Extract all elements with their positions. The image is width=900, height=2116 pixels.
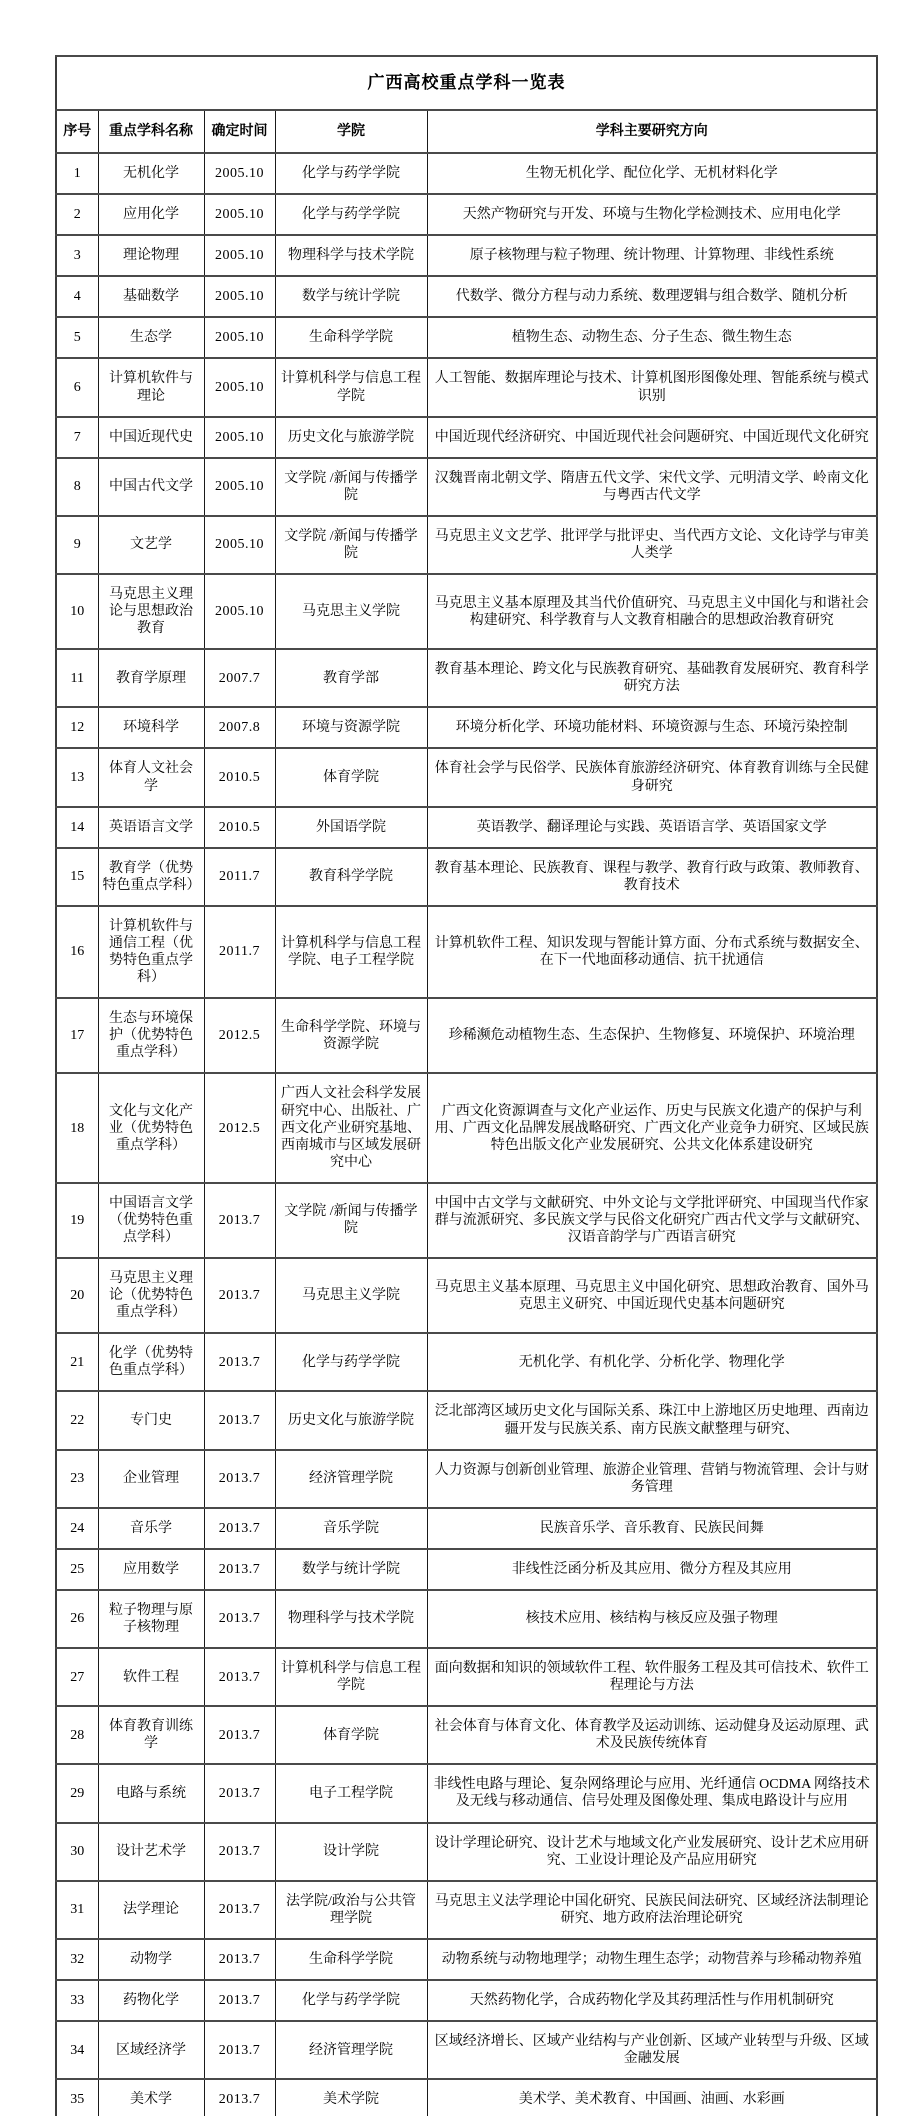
table-row [56,194,877,235]
cell-college: 历史文化与旅游学院 [275,1391,427,1449]
table-row [56,1073,877,1182]
cell-discipline-name: 生态学 [98,317,204,358]
cell-row-number: 11 [56,649,98,707]
table-row [56,1939,877,1980]
cell-research-directions: 教育基本理论、跨文化与民族教育研究、基础教育发展研究、教育科学研究方法 [427,649,877,707]
table-body [56,153,877,2116]
cell-discipline-name: 音乐学 [98,1508,204,1549]
cell-confirm-date: 2013.7 [204,1183,275,1258]
cell-confirm-date: 2013.7 [204,1333,275,1391]
cell-college: 电子工程学院 [275,1764,427,1822]
cell-college: 法学院/政治与公共管理学院 [275,1881,427,1939]
table-row [56,906,877,998]
cell-row-number: 30 [56,1823,98,1881]
cell-discipline-name: 企业管理 [98,1450,204,1508]
cell-college: 生命科学学院 [275,317,427,358]
cell-row-number: 14 [56,807,98,848]
cell-discipline-name: 教育学（优势特色重点学科） [98,848,204,906]
cell-research-directions: 非线性泛函分析及其应用、微分方程及其应用 [427,1549,877,1590]
cell-confirm-date: 2013.7 [204,1881,275,1939]
cell-confirm-date: 2010.5 [204,748,275,806]
table-row [56,1706,877,1764]
cell-discipline-name: 生态与环境保护（优势特色重点学科） [98,998,204,1073]
cell-college: 文学院 /新闻与传播学院 [275,516,427,574]
table-row [56,516,877,574]
cell-row-number: 12 [56,707,98,748]
cell-confirm-date: 2013.7 [204,1939,275,1980]
cell-confirm-date: 2005.10 [204,276,275,317]
cell-confirm-date: 2005.10 [204,194,275,235]
cell-confirm-date: 2005.10 [204,235,275,276]
cell-college: 化学与药学学院 [275,153,427,194]
table-row [56,1183,877,1258]
table-title: 广西高校重点学科一览表 [56,56,877,110]
cell-row-number: 15 [56,848,98,906]
cell-research-directions: 植物生态、动物生态、分子生态、微生物生态 [427,317,877,358]
cell-research-directions: 中国近现代经济研究、中国近现代社会问题研究、中国近现代文化研究 [427,417,877,458]
table-row [56,276,877,317]
table-row [56,1881,877,1939]
cell-discipline-name: 药物化学 [98,1980,204,2021]
cell-discipline-name: 中国近现代史 [98,417,204,458]
cell-research-directions: 马克思主义基本原理、马克思主义中国化研究、思想政治教育、国外马克思主义研究、中国近现代史基本问题研究 [427,1258,877,1333]
cell-discipline-name: 法学理论 [98,1881,204,1939]
cell-college: 生命科学学院 [275,1939,427,1980]
cell-row-number: 33 [56,1980,98,2021]
cell-discipline-name: 美术学 [98,2079,204,2116]
cell-confirm-date: 2013.7 [204,2079,275,2116]
cell-row-number: 35 [56,2079,98,2116]
cell-research-directions: 汉魏晋南北朝文学、隋唐五代文学、宋代文学、元明清文学、岭南文化与粤西古代文学 [427,458,877,516]
cell-research-directions: 人工智能、数据库理论与技术、计算机图形图像处理、智能系统与模式识别 [427,358,877,416]
cell-row-number: 8 [56,458,98,516]
table-row [56,707,877,748]
cell-discipline-name: 动物学 [98,1939,204,1980]
cell-discipline-name: 环境科学 [98,707,204,748]
cell-college: 经济管理学院 [275,1450,427,1508]
cell-college: 生命科学学院、环境与资源学院 [275,998,427,1073]
cell-college: 化学与药学学院 [275,1333,427,1391]
cell-college: 体育学院 [275,1706,427,1764]
cell-research-directions: 马克思主义基本原理及其当代价值研究、马克思主义中国化与和谐社会构建研究、科学教育与人文教育相融合的思想政治教育研究 [427,574,877,649]
cell-research-directions: 英语教学、翻译理论与实践、英语语言学、英语国家文学 [427,807,877,848]
cell-research-directions: 原子核物理与粒子物理、统计物理、计算物理、非线性系统 [427,235,877,276]
cell-discipline-name: 计算机软件与通信工程（优势特色重点学科） [98,906,204,998]
cell-confirm-date: 2013.7 [204,1450,275,1508]
cell-confirm-date: 2013.7 [204,1980,275,2021]
cell-confirm-date: 2013.7 [204,1648,275,1706]
cell-confirm-date: 2007.8 [204,707,275,748]
cell-confirm-date: 2011.7 [204,848,275,906]
cell-row-number: 29 [56,1764,98,1822]
cell-confirm-date: 2011.7 [204,906,275,998]
column-header: 学科主要研究方向 [427,110,877,153]
cell-college: 马克思主义学院 [275,574,427,649]
cell-research-directions: 区域经济增长、区域产业结构与产业创新、区域产业转型与升级、区域金融发展 [427,2021,877,2079]
cell-college: 文学院 /新闻与传播学院 [275,1183,427,1258]
cell-research-directions: 无机化学、有机化学、分析化学、物理化学 [427,1333,877,1391]
cell-research-directions: 代数学、微分方程与动力系统、数理逻辑与组合数学、随机分析 [427,276,877,317]
cell-row-number: 28 [56,1706,98,1764]
cell-research-directions: 面向数据和知识的领域软件工程、软件服务工程及其可信技术、软件工程理论与方法 [427,1648,877,1706]
cell-confirm-date: 2005.10 [204,574,275,649]
cell-confirm-date: 2013.7 [204,1764,275,1822]
cell-confirm-date: 2005.10 [204,516,275,574]
cell-confirm-date: 2005.10 [204,458,275,516]
cell-research-directions: 动物系统与动物地理学；动物生理生态学；动物营养与珍稀动物养殖 [427,1939,877,1980]
table-row [56,848,877,906]
cell-confirm-date: 2012.5 [204,998,275,1073]
cell-college: 化学与药学学院 [275,1980,427,2021]
cell-research-directions: 泛北部湾区域历史文化与国际关系、珠江中上游地区历史地理、西南边疆开发与民族关系、南方民族文献整理与研究、 [427,1391,877,1449]
cell-confirm-date: 2013.7 [204,1391,275,1449]
cell-confirm-date: 2013.7 [204,1508,275,1549]
cell-row-number: 6 [56,358,98,416]
table-row [56,649,877,707]
cell-discipline-name: 电路与系统 [98,1764,204,1822]
cell-college: 教育科学学院 [275,848,427,906]
cell-row-number: 32 [56,1939,98,1980]
cell-college: 体育学院 [275,748,427,806]
table-row [56,1823,877,1881]
cell-research-directions: 马克思主义法学理论中国化研究、民族民间法研究、区域经济法制理论研究、地方政府法治理论研究 [427,1881,877,1939]
cell-research-directions: 社会体育与体育文化、体育教学及运动训练、运动健身及运动原理、武术及民族传统体育 [427,1706,877,1764]
column-header: 确定时间 [204,110,275,153]
cell-discipline-name: 教育学原理 [98,649,204,707]
column-header: 序号 [56,110,98,153]
cell-college: 设计学院 [275,1823,427,1881]
cell-college: 物理科学与技术学院 [275,1590,427,1648]
cell-college: 文学院 /新闻与传播学院 [275,458,427,516]
cell-confirm-date: 2013.7 [204,1706,275,1764]
column-header: 学院 [275,110,427,153]
table-row [56,1764,877,1822]
cell-research-directions: 环境分析化学、环境功能材料、环境资源与生态、环境污染控制 [427,707,877,748]
cell-row-number: 23 [56,1450,98,1508]
cell-discipline-name: 区域经济学 [98,2021,204,2079]
table-row [56,807,877,848]
cell-research-directions: 天然药物化学，合成药物化学及其药理活性与作用机制研究 [427,1980,877,2021]
cell-college: 数学与统计学院 [275,1549,427,1590]
cell-college: 经济管理学院 [275,2021,427,2079]
cell-research-directions: 天然产物研究与开发、环境与生物化学检测技术、应用电化学 [427,194,877,235]
table-row [56,998,877,1073]
cell-college: 环境与资源学院 [275,707,427,748]
table-row [56,2021,877,2079]
cell-college: 计算机科学与信息工程学院、电子工程学院 [275,906,427,998]
cell-research-directions: 非线性电路与理论、复杂网络理论与应用、光纤通信 OCDMA 网络技术及无线与移动通信、信号处理及图像处理、集成电路设计与应用 [427,1764,877,1822]
table-row [56,2079,877,2116]
cell-discipline-name: 专门史 [98,1391,204,1449]
table-row [56,1648,877,1706]
cell-research-directions: 生物无机化学、配位化学、无机材料化学 [427,153,877,194]
cell-discipline-name: 体育人文社会学 [98,748,204,806]
cell-discipline-name: 中国语言文学（优势特色重点学科） [98,1183,204,1258]
cell-confirm-date: 2010.5 [204,807,275,848]
cell-row-number: 34 [56,2021,98,2079]
cell-discipline-name: 中国古代文学 [98,458,204,516]
cell-research-directions: 体育社会学与民俗学、民族体育旅游经济研究、体育教育训练与全民健身研究 [427,748,877,806]
cell-discipline-name: 无机化学 [98,153,204,194]
table-row [56,1391,877,1449]
cell-college: 物理科学与技术学院 [275,235,427,276]
cell-discipline-name: 计算机软件与理论 [98,358,204,416]
cell-college: 数学与统计学院 [275,276,427,317]
cell-research-directions: 中国中古文学与文献研究、中外文论与文学批评研究、中国现当代作家群与流派研究、多民族文学与民俗文化研究广西古代文学与文献研究、汉语音韵学与广西语言研究 [427,1183,877,1258]
cell-college: 美术学院 [275,2079,427,2116]
cell-confirm-date: 2007.7 [204,649,275,707]
table-row [56,574,877,649]
column-header: 重点学科名称 [98,110,204,153]
cell-confirm-date: 2013.7 [204,1590,275,1648]
cell-college: 音乐学院 [275,1508,427,1549]
cell-discipline-name: 基础数学 [98,276,204,317]
cell-research-directions: 马克思主义文艺学、批评学与批评史、当代西方文论、文化诗学与审美人类学 [427,516,877,574]
cell-row-number: 19 [56,1183,98,1258]
table-row [56,1549,877,1590]
cell-confirm-date: 2013.7 [204,1258,275,1333]
cell-row-number: 26 [56,1590,98,1648]
table-row [56,417,877,458]
cell-row-number: 4 [56,276,98,317]
cell-discipline-name: 马克思主义理论与思想政治教育 [98,574,204,649]
cell-discipline-name: 软件工程 [98,1648,204,1706]
cell-discipline-name: 马克思主义理论（优势特色重点学科） [98,1258,204,1333]
table-row [56,748,877,806]
cell-row-number: 13 [56,748,98,806]
cell-row-number: 1 [56,153,98,194]
cell-college: 外国语学院 [275,807,427,848]
cell-row-number: 2 [56,194,98,235]
cell-confirm-date: 2005.10 [204,417,275,458]
cell-row-number: 27 [56,1648,98,1706]
cell-row-number: 18 [56,1073,98,1182]
table-header-row [56,110,877,153]
cell-research-directions: 计算机软件工程、知识发现与智能计算方面、分布式系统与数据安全、在下一代地面移动通信、抗干扰通信 [427,906,877,998]
cell-college: 广西人文社会科学发展研究中心、出版社、广西文化产业研究基地、西南城市与区域发展研究中心 [275,1073,427,1182]
cell-research-directions: 核技术应用、核结构与核反应及强子物理 [427,1590,877,1648]
cell-row-number: 31 [56,1881,98,1939]
cell-research-directions: 美术学、美术教育、中国画、油画、水彩画 [427,2079,877,2116]
cell-discipline-name: 化学（优势特色重点学科） [98,1333,204,1391]
cell-row-number: 9 [56,516,98,574]
table-row [56,358,877,416]
cell-discipline-name: 应用化学 [98,194,204,235]
cell-row-number: 10 [56,574,98,649]
cell-college: 教育学部 [275,649,427,707]
table-row [56,317,877,358]
cell-row-number: 25 [56,1549,98,1590]
table-row [56,1258,877,1333]
cell-college: 化学与药学学院 [275,194,427,235]
table-title-row [56,56,877,110]
cell-row-number: 17 [56,998,98,1073]
cell-research-directions: 人力资源与创新创业管理、旅游企业管理、营销与物流管理、会计与财务管理 [427,1450,877,1508]
key-disciplines-table [55,55,878,2116]
cell-row-number: 20 [56,1258,98,1333]
cell-discipline-name: 理论物理 [98,235,204,276]
cell-research-directions: 珍稀濒危动植物生态、生态保护、生物修复、环境保护、环境治理 [427,998,877,1073]
table-row [56,153,877,194]
cell-research-directions: 民族音乐学、音乐教育、民族民间舞 [427,1508,877,1549]
table-row [56,1333,877,1391]
cell-row-number: 16 [56,906,98,998]
cell-college: 马克思主义学院 [275,1258,427,1333]
cell-row-number: 24 [56,1508,98,1549]
cell-row-number: 5 [56,317,98,358]
cell-confirm-date: 2012.5 [204,1073,275,1182]
cell-research-directions: 教育基本理论、民族教育、课程与教学、教育行政与政策、教师教育、教育技术 [427,848,877,906]
cell-confirm-date: 2013.7 [204,2021,275,2079]
cell-discipline-name: 体育教育训练学 [98,1706,204,1764]
cell-discipline-name: 英语语言文学 [98,807,204,848]
cell-research-directions: 广西文化资源调查与文化产业运作、历史与民族文化遗产的保护与利用、广西文化品牌发展战略研究、广西文化产业竞争力研究、区域民族特色出版文化产业发展研究、公共文化体系建设研究 [427,1073,877,1182]
table-row [56,235,877,276]
cell-confirm-date: 2005.10 [204,317,275,358]
cell-research-directions: 设计学理论研究、设计艺术与地域文化产业发展研究、设计艺术应用研究、工业设计理论及产品应用研究 [427,1823,877,1881]
cell-discipline-name: 文化与文化产业（优势特色重点学科） [98,1073,204,1182]
cell-row-number: 21 [56,1333,98,1391]
cell-confirm-date: 2013.7 [204,1549,275,1590]
table-row [56,1450,877,1508]
table-row [56,1590,877,1648]
cell-discipline-name: 粒子物理与原子核物理 [98,1590,204,1648]
cell-row-number: 22 [56,1391,98,1449]
table-row [56,1508,877,1549]
cell-college: 计算机科学与信息工程学院 [275,1648,427,1706]
cell-row-number: 7 [56,417,98,458]
cell-discipline-name: 应用数学 [98,1549,204,1590]
cell-discipline-name: 文艺学 [98,516,204,574]
cell-confirm-date: 2005.10 [204,358,275,416]
cell-discipline-name: 设计艺术学 [98,1823,204,1881]
cell-row-number: 3 [56,235,98,276]
table-row [56,1980,877,2021]
cell-confirm-date: 2013.7 [204,1823,275,1881]
cell-college: 计算机科学与信息工程学院 [275,358,427,416]
cell-college: 历史文化与旅游学院 [275,417,427,458]
table-row [56,458,877,516]
cell-confirm-date: 2005.10 [204,153,275,194]
